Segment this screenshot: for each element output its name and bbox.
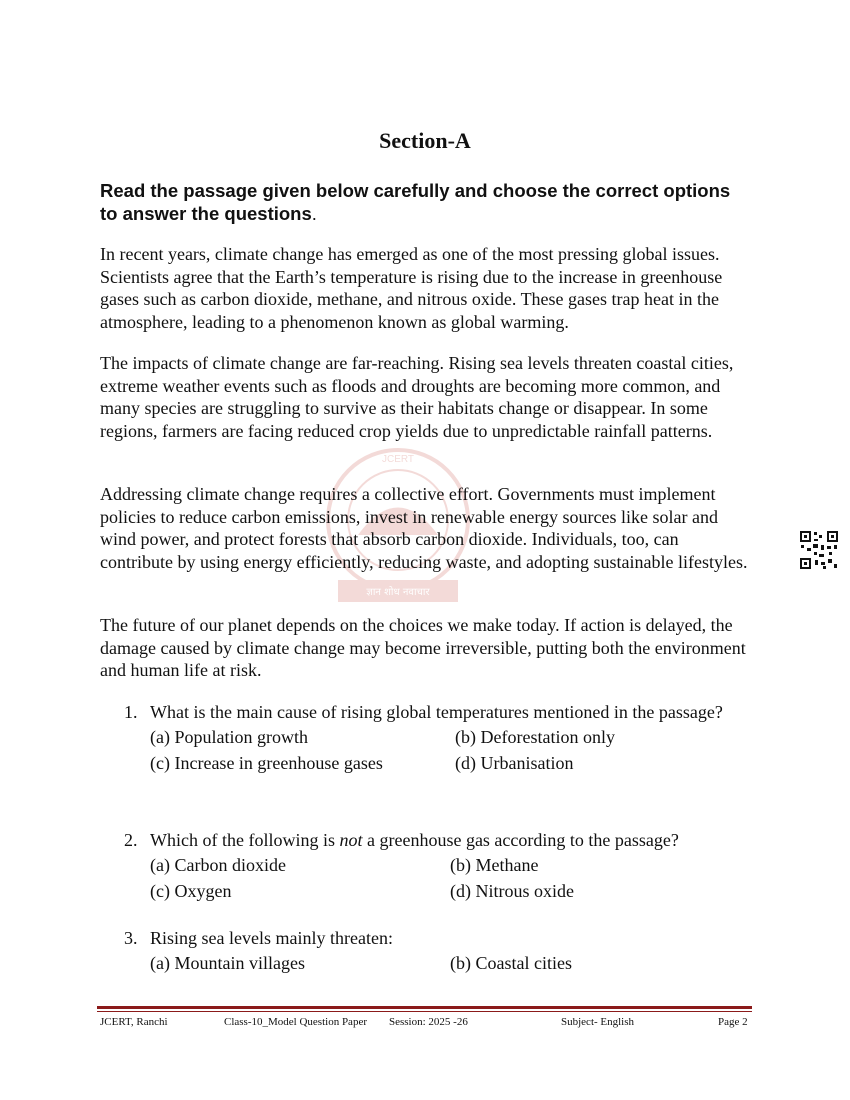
question-2 (124, 828, 764, 905)
footer-divider-thick (97, 1006, 752, 1009)
option-b: (b) Coastal cities (450, 953, 572, 973)
option-row (150, 879, 764, 905)
instruction-text: Read the passage given below carefully and choose the correct options to answer the questions (100, 180, 731, 224)
passage-paragraph-4: The future of our planet depends on the choices we make today. If action is delayed, the damage caused by climate change may become irreversible, putting both the environment and human life at risk. (100, 615, 746, 680)
question-3 (124, 926, 764, 977)
question-number: 2. (124, 830, 138, 850)
option-c: (c) Oxygen (150, 881, 232, 901)
option-b: (b) Methane (450, 855, 539, 875)
option-c: (c) Increase in greenhouse gases (150, 753, 383, 773)
question-text (150, 828, 764, 853)
instruction-tail: . (311, 203, 317, 224)
instruction (100, 179, 740, 225)
footer-org: JCERT, Ranchi (100, 1016, 168, 1028)
option-row (150, 853, 764, 879)
footer-session: Session: 2025 -26 (389, 1016, 468, 1028)
section-title: Section-A (379, 128, 471, 153)
question-number: 1. (124, 702, 138, 722)
option-a: (a) Population growth (150, 727, 308, 747)
option-d: (d) Urbanisation (455, 753, 574, 773)
option-a: (a) Mountain villages (150, 953, 305, 973)
option-d: (d) Nitrous oxide (450, 881, 574, 901)
passage-paragraph-1: In recent years, climate change has emerged as one of the most pressing global issues. Scientists agree that the Earth’s temperature is rising due to the increase in greenhouse gases such as carbon dioxide, methane, and nitrous oxide. These gases trap heat in the atmosphere, leading to a phenomenon known as global warming. (100, 244, 723, 332)
footer-page-number: Page 2 (718, 1016, 748, 1028)
question-emphasis: not (339, 830, 363, 850)
option-row (150, 751, 764, 777)
option-a: (a) Carbon dioxide (150, 855, 286, 875)
option-row (150, 951, 764, 977)
footer-divider-thin (97, 1011, 752, 1012)
question-text: Rising sea levels mainly threaten: (150, 928, 393, 948)
watermark-top-text: JCERT (381, 454, 415, 465)
question-1 (124, 700, 764, 777)
footer-paper: Class-10_Model Question Paper (224, 1016, 367, 1028)
watermark-motto: ज्ञान शोध नवाचार (366, 587, 430, 598)
question-text: What is the main cause of rising global temperatures mentioned in the passage? (150, 702, 723, 722)
passage-paragraph-2: The impacts of climate change are far-reaching. Rising sea levels threaten coastal cities, extreme weather events such as floods and droughts are becoming more common, and many species are struggling to survive as their habitats change or disappear. In some regions, farmers are facing reduced crop yields due to unpredictable rainfall patterns. (100, 353, 734, 441)
passage-paragraph-3: Addressing climate change requires a collective effort. Governments must implement policies to reduce carbon emissions, invest in renewable energy sources like solar and wind power, and protect forests that absorb carbon dioxide. Individuals, too, can contribute by using energy efficiently, reducing waste, and adopting sustainable lifestyles. (100, 484, 748, 572)
question-text-end: a greenhouse gas according to the passage? (362, 830, 679, 850)
question-text-start: Which of the following is (150, 830, 340, 850)
question-number: 3. (124, 928, 138, 948)
option-row (150, 725, 764, 751)
option-b: (b) Deforestation only (455, 727, 615, 747)
qr-code-icon (799, 530, 839, 570)
footer-subject: Subject- English (561, 1016, 635, 1028)
